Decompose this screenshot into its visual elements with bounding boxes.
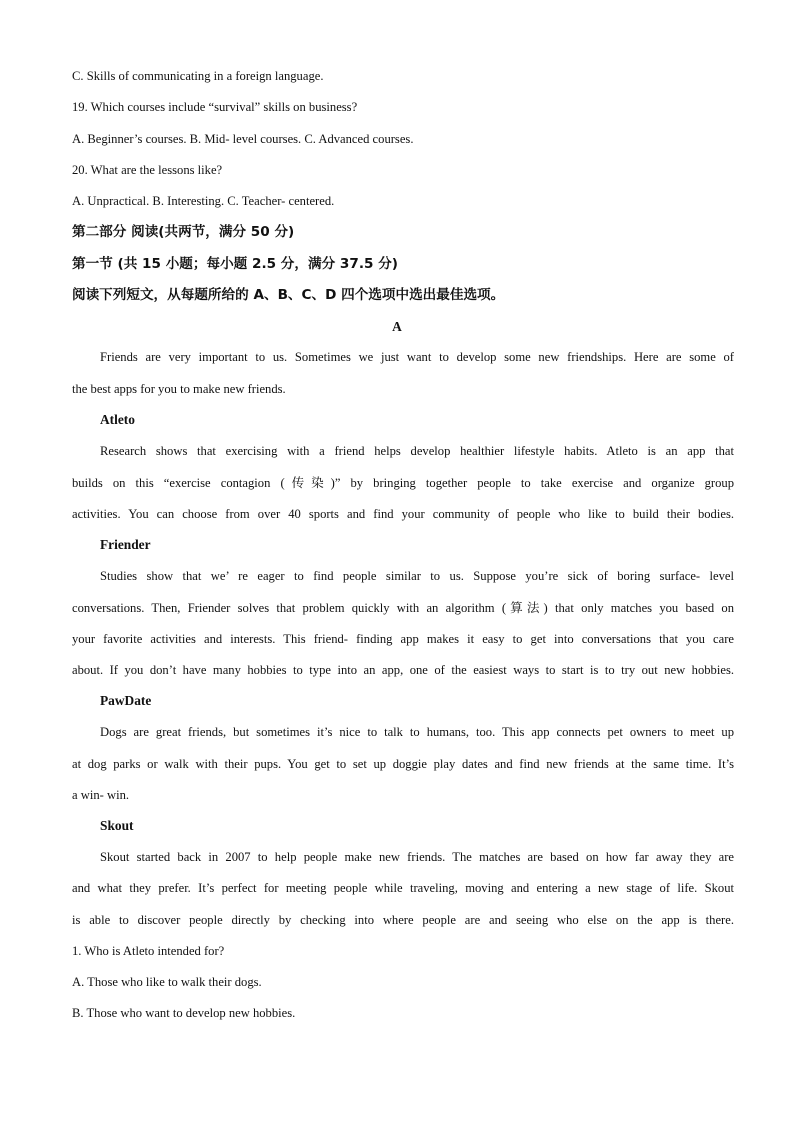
atleto-paragraph-line-3: activities. You can choose from over 40 sports and find your community of people who like to build their bodies. [72,507,734,521]
friender-paragraph-line-4: about. If you don’t have many hobbies to type into an app, one of the easiest ways to start is to try out new hobbies. [72,663,734,677]
skout-paragraph-line-2: and what they prefer. It’s perfect for meeting people while traveling, moving and entering a new stage of life. Skout [72,881,734,895]
question-1-option-b: B. Those who want to develop new hobbies. [72,1006,296,1020]
app-title-friender: Friender [100,537,151,552]
section-heading: 第二部分 阅读(共两节，满分 50 分) [72,224,295,240]
subsection-heading: 第一节 (共 15 小题；每小题 2.5 分，满分 37.5 分) [72,256,398,272]
question-20: 20. What are the lessons like? [72,163,223,177]
question-19-options: A. Beginner’s courses. B. Mid- level courses. C. Advanced courses. [72,132,414,146]
pawdate-paragraph-line-2: at dog parks or walk with their pups. You get to set up doggie play dates and find new friends at the same time. It’s [72,757,734,771]
intro-paragraph-line-1: Friends are very important to us. Sometimes we just want to develop some new friendships. Here are some of [100,350,734,364]
passage-label: A [392,319,402,334]
question-1-option-a: A. Those who like to walk their dogs. [72,975,262,989]
skout-paragraph-line-1: Skout started back in 2007 to help people make new friends. The matches are based on how far away they are [100,850,734,864]
app-title-skout: Skout [100,818,134,833]
option-c-line: C. Skills of communicating in a foreign language. [72,69,324,83]
atleto-paragraph-line-1: Research shows that exercising with a friend helps develop healthier lifestyle habits. Atleto is an app that [100,444,734,458]
friender-paragraph-line-2: conversations. Then, Friender solves that problem quickly with an algorithm (算法) that only matches you based on [72,601,734,615]
instructions: 阅读下列短文，从每题所给的 A、B、C、D 四个选项中选出最佳选项。 [72,287,505,303]
pawdate-paragraph-line-1: Dogs are great friends, but sometimes it’s nice to talk to humans, too. This app connects pet owners to meet up [100,725,734,739]
pawdate-paragraph-line-3: a win- win. [72,788,130,802]
friender-paragraph-line-3: your favorite activities and interests. This friend- finding app makes it easy to get into conversations that you care [72,632,734,646]
skout-paragraph-line-3: is able to discover people directly by checking into where people are and seeing who else on the app is there. [72,913,734,927]
question-19: 19. Which courses include “survival” skills on business? [72,100,358,114]
friender-paragraph-line-1: Studies show that we’ re eager to find people similar to us. Suppose you’re sick of boring surface- level [100,569,734,583]
intro-paragraph-line-2: the best apps for you to make new friends. [72,382,286,396]
app-title-atleto: Atleto [100,412,135,427]
app-title-pawdate: PawDate [100,693,152,708]
question-20-options: A. Unpractical. B. Interesting. C. Teacher- centered. [72,194,335,208]
question-1: 1. Who is Atleto intended for? [72,944,225,958]
atleto-paragraph-line-2: builds on this “exercise contagion (传染)” by bringing together people to take exercise and organize group [72,476,734,490]
